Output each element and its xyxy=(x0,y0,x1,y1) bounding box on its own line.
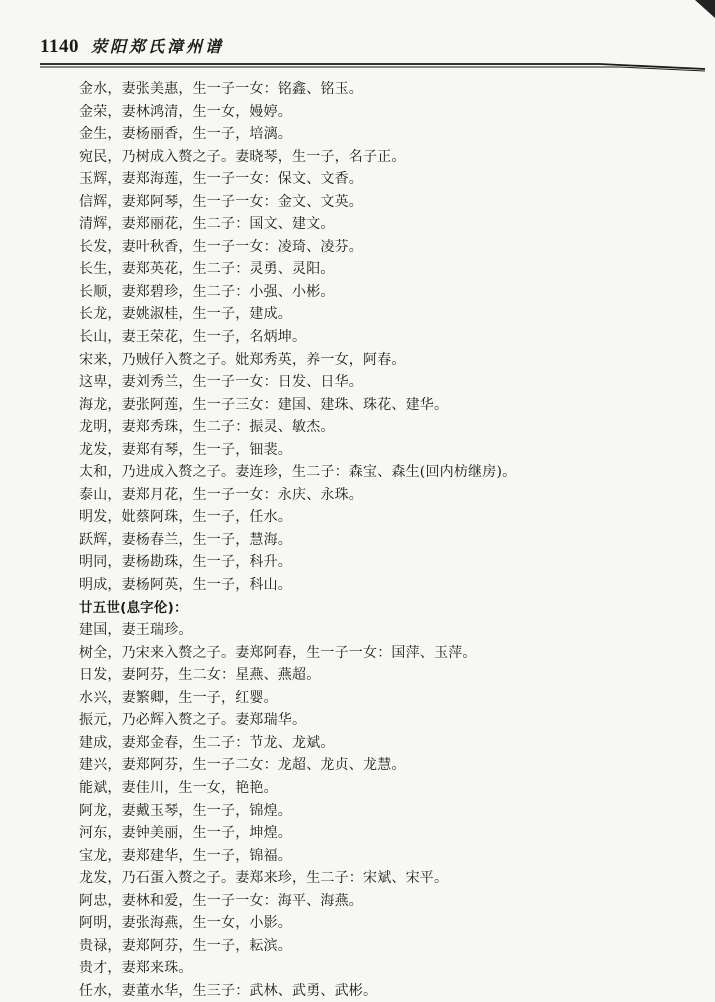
genealogy-entry: 金荣，妻林鸿清，生一女，嫚婷。 xyxy=(79,103,292,120)
genealogy-entry-list xyxy=(79,78,689,1002)
genealogy-entry: 贵才，妻郑来珠。 xyxy=(79,960,193,977)
genealogy-entry: 明同，妻杨勘珠，生一子，科升。 xyxy=(79,554,292,571)
genealogy-entry: 跃辉，妻杨春兰，生一子，慧海。 xyxy=(79,531,292,548)
genealogy-entry: 长发，妻叶秋香，生一子一女：凌琦、凌芬。 xyxy=(79,238,363,255)
page-header xyxy=(40,34,224,58)
genealogy-entry: 宋来，乃贼仔入赘之子。妣郑秀英，养一女，阿春。 xyxy=(79,351,406,368)
genealogy-entry: 建国，妻王瑞珍。 xyxy=(79,622,193,639)
genealogy-entry: 阿龙，妻戴玉琴，生一子，锦煌。 xyxy=(79,802,292,819)
genealogy-entry: 长顺，妻郑碧珍，生二子：小强、小彬。 xyxy=(79,283,335,300)
genealogy-entry: 能斌，妻佳川，生一女，艳艳。 xyxy=(79,779,278,796)
genealogy-entry: 河东，妻钟美丽，生一子，坤煌。 xyxy=(79,825,292,842)
book-title: 荥阳郑氏漳州谱 xyxy=(90,37,224,56)
genealogy-entry: 阿忠，妻林和爱，生一子一女：海平、海燕。 xyxy=(79,892,363,909)
genealogy-entry: 长山，妻王荣花，生一子，名炳坤。 xyxy=(79,329,307,346)
genealogy-entry: 龙发，妻郑有琴，生一子，钿裴。 xyxy=(79,441,292,458)
genealogy-entry: 太和，乃进成入赘之子。妻连珍，生二子：森宝、森生(回内枋继房)。 xyxy=(79,464,517,481)
genealogy-entry: 长生，妻郑英花，生二子：灵勇、灵阳。 xyxy=(79,261,335,278)
genealogy-entry: 宛民，乃树成入赘之子。妻晓琴，生一子，名子正。 xyxy=(79,148,406,165)
genealogy-entry: 这卑，妻刘秀兰，生一子一女：日发、日华。 xyxy=(79,374,363,391)
genealogy-entry: 金生，妻杨丽香，生一子，培漓。 xyxy=(79,126,292,143)
genealogy-entry: 水兴，妻繁卿，生一子，红婴。 xyxy=(79,689,278,706)
genealogy-entry: 阿明，妻张海燕，生一女，小影。 xyxy=(79,915,292,932)
genealogy-entry: 建兴，妻郑阿芬，生一子二女：龙超、龙贞、龙慧。 xyxy=(79,757,406,774)
header-rule xyxy=(40,62,705,72)
genealogy-entry: 泰山，妻郑月花，生一子一女：永庆、永珠。 xyxy=(79,486,363,503)
genealogy-entry: 树全，乃宋来入赘之子。妻郑阿春，生一子一女：国萍、玉萍。 xyxy=(79,644,477,661)
corner-scan-mark xyxy=(691,0,715,20)
genealogy-entry: 长龙，妻姚淑桂，生一子，建成。 xyxy=(79,306,292,323)
genealogy-entry: 任水，妻董水华，生三子：武林、武勇、武彬。 xyxy=(79,982,378,999)
generation-heading: 廿五世(息字伦)： xyxy=(79,599,188,616)
page-number: 1140 xyxy=(40,36,79,57)
genealogy-entry: 建成，妻郑金春，生二子：节龙、龙斌。 xyxy=(79,734,335,751)
genealogy-entry: 龙明，妻郑秀珠，生二子：振灵、敏杰。 xyxy=(79,419,335,436)
genealogy-entry: 清辉，妻郑丽花，生二子：国文、建文。 xyxy=(79,216,335,233)
genealogy-entry: 金水，妻张美惠，生一子一女：铭鑫、铭玉。 xyxy=(79,81,363,97)
genealogy-entry: 明成，妻杨阿英，生一子，科山。 xyxy=(79,577,292,594)
genealogy-entry: 明发，妣蔡阿珠，生一子，任水。 xyxy=(79,509,292,526)
genealogy-entry: 日发，妻阿芬，生二女：星燕、燕超。 xyxy=(79,667,321,684)
genealogy-entry: 海龙，妻张阿莲，生一子三女：建国、建珠、珠花、建华。 xyxy=(79,396,449,413)
genealogy-entry: 龙发，乃石蛋入赘之子。妻郑来珍，生二子：宋斌、宋平。 xyxy=(79,870,449,887)
genealogy-entry: 信辉，妻郑阿琴，生一子一女：金文、文英。 xyxy=(79,193,363,210)
genealogy-entry: 振元，乃必辉入赘之子。妻郑瑞华。 xyxy=(79,712,307,729)
genealogy-entry: 贵禄，妻郑阿芬，生一子，耘滨。 xyxy=(79,937,292,954)
genealogy-entry: 宝龙，妻郑建华，生一子，锦福。 xyxy=(79,847,292,864)
genealogy-entry: 玉辉，妻郑海莲，生一子一女：保文、文香。 xyxy=(79,171,363,188)
